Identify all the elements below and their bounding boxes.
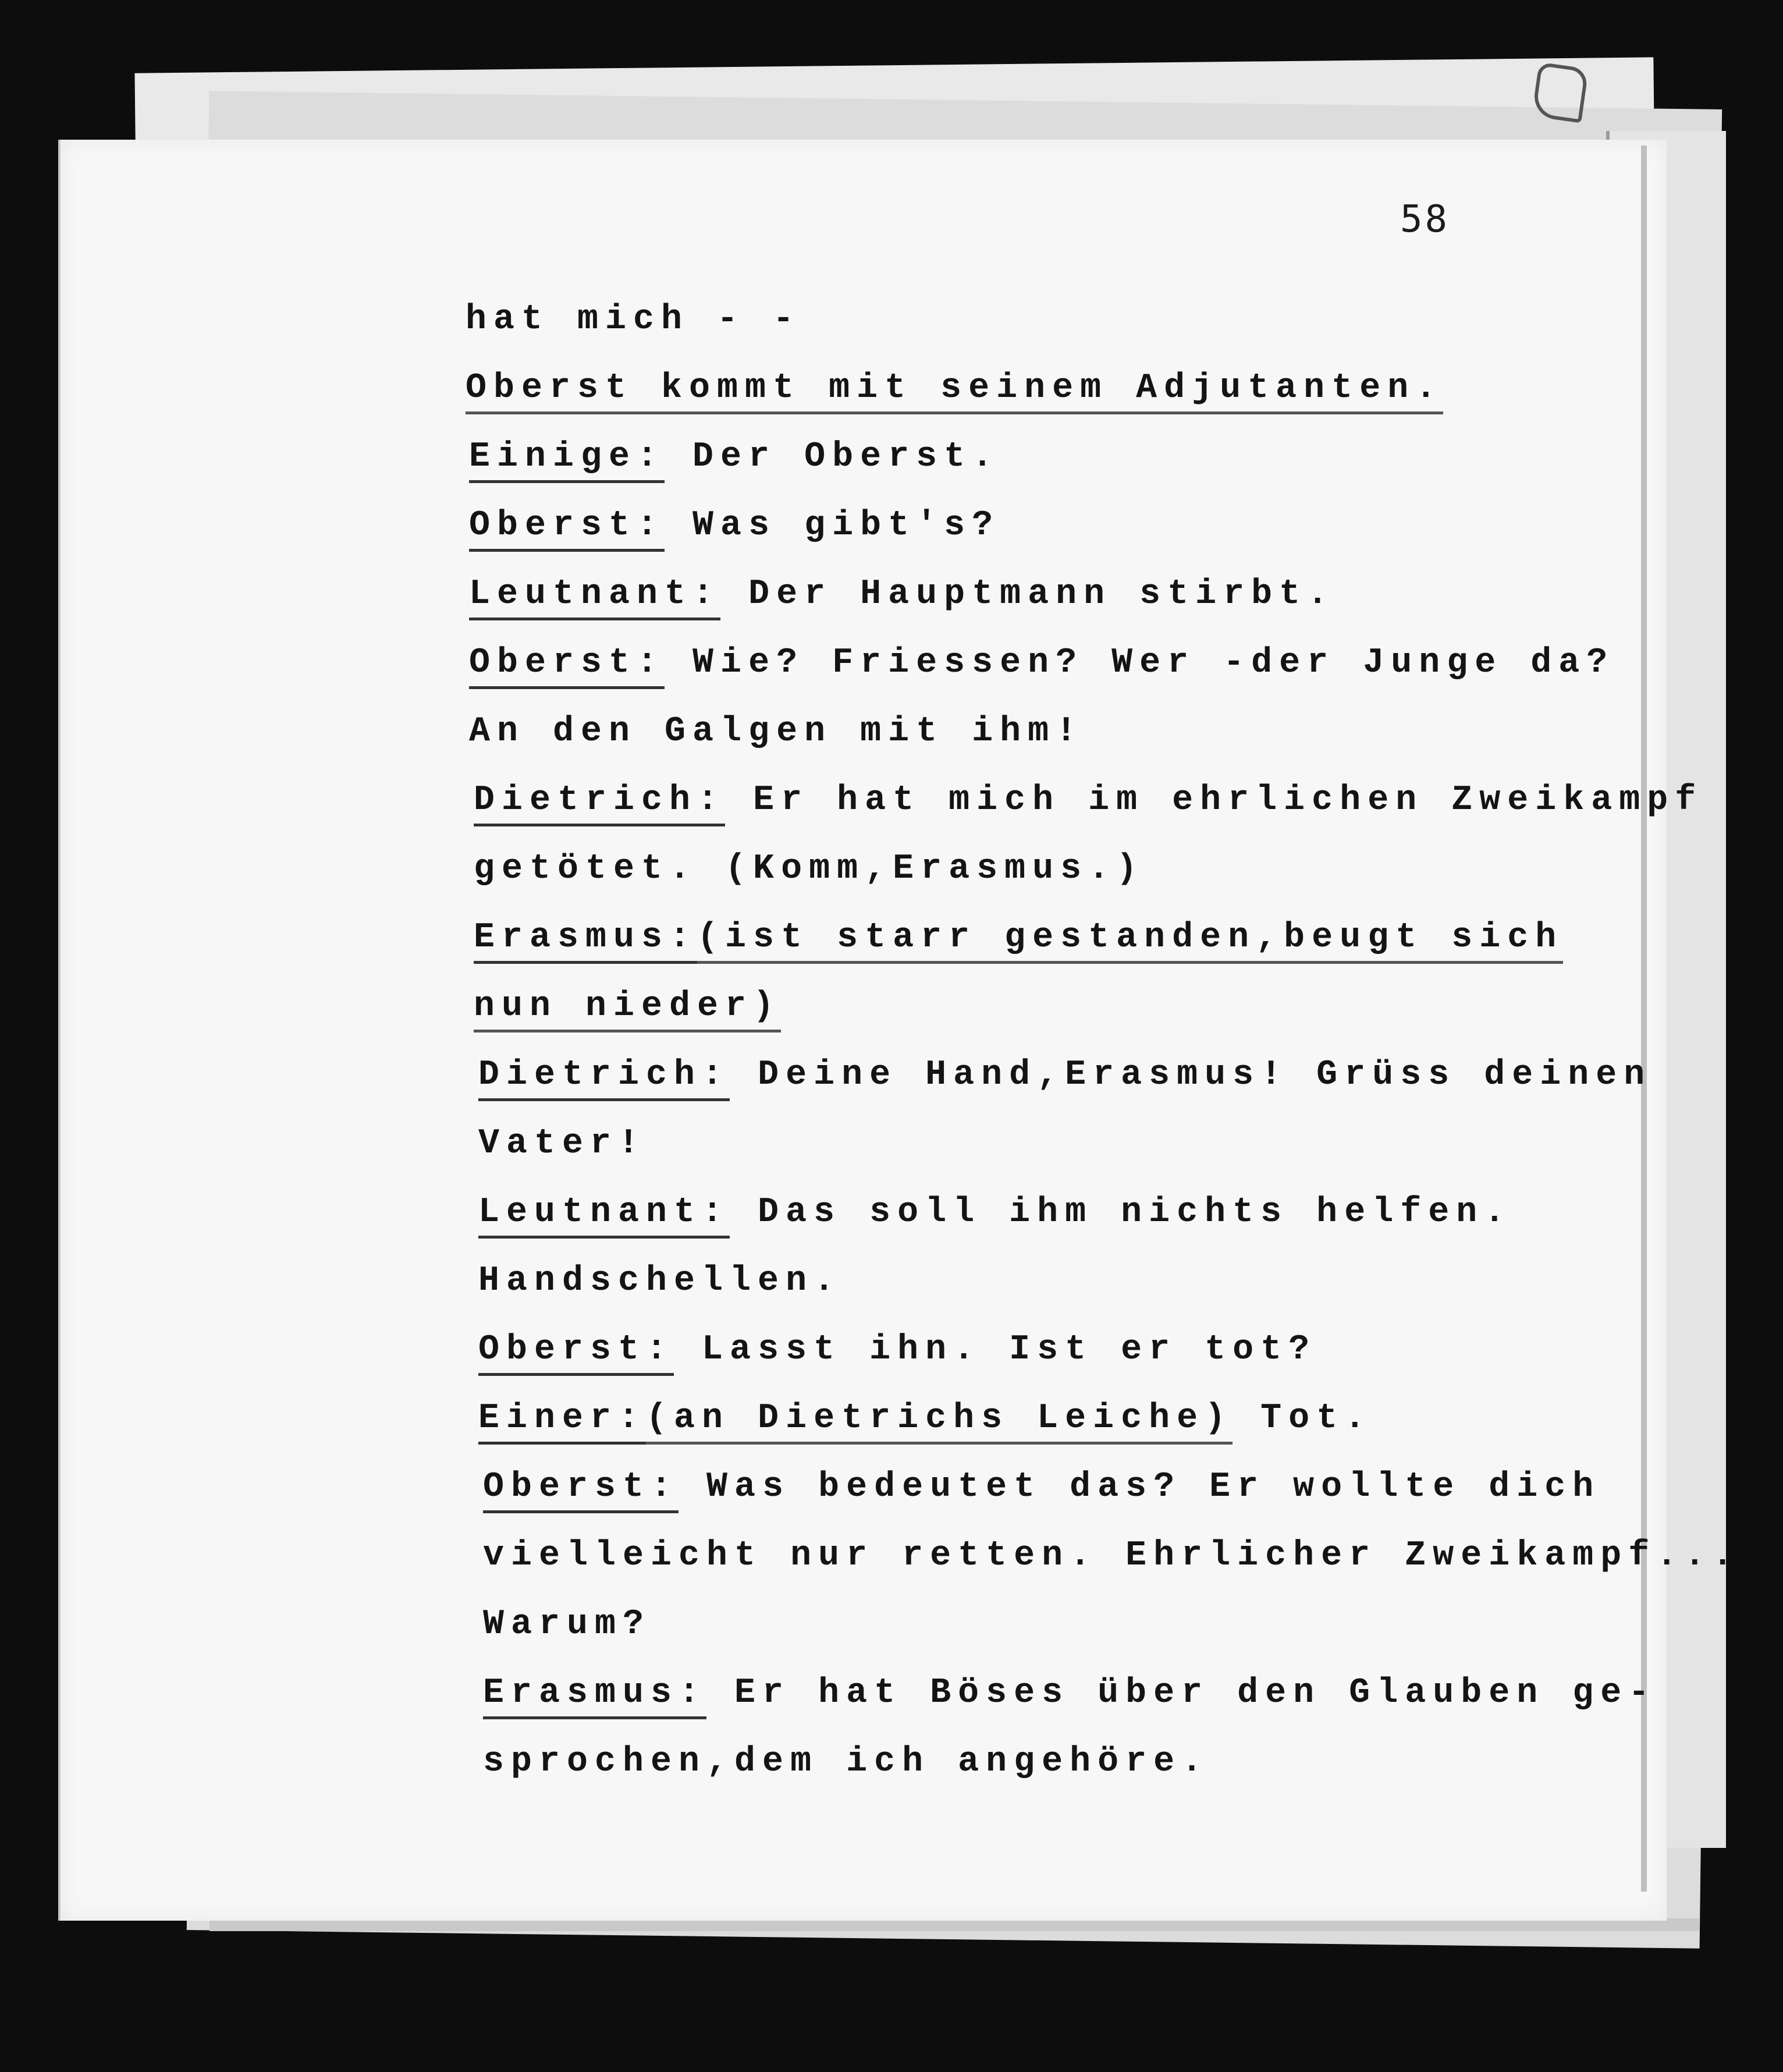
stage-direction: Oberst kommt mit seinem Adjutanten. [466,368,1443,414]
line-text: Warum? [483,1605,651,1644]
stage-direction: (ist starr gestanden,beugt sich [697,918,1563,964]
line-text: Handschellen. [478,1261,842,1301]
line-text: hat mich - - [466,300,801,339]
speaker-name: Erasmus: [483,1673,706,1719]
line-text: Was gibt's? [665,506,1000,545]
text-line [483,1659,1657,1727]
page-edge-shadow [1641,146,1647,1892]
line-text: Vater! [478,1124,647,1163]
text-line [478,1109,1571,1178]
text-line [466,354,1571,423]
speaker-name: Oberst: [483,1467,679,1513]
speaker-name: Einer: [478,1399,646,1445]
speaker-name: Oberst: [469,506,665,552]
line-text: Er hat Böses über den Glauben ge- [706,1673,1657,1713]
stage-direction: nun nieder) [474,987,781,1033]
line-text: Wie? Friessen? Wer -der Junge da? [665,643,1615,683]
text-line [478,1315,1571,1384]
text-line [469,560,1571,629]
text-line [478,1178,1571,1247]
text-line [478,1247,1571,1315]
line-text: Deine Hand,Erasmus! Grüss deinen [730,1055,1652,1095]
line-text: Der Hauptmann stirbt. [720,574,1336,614]
text-line [469,423,1571,491]
text-line [483,1453,1601,1521]
speaker-name: Leutnant: [469,574,720,620]
stage-direction: (an Dietrichs Leiche) [646,1399,1233,1445]
line-text: Lasst ihn. Ist er tot? [674,1330,1317,1369]
speaker-name: Oberst: [478,1330,674,1376]
line-text: An den Galgen mit ihm! [469,712,1084,751]
text-line [474,903,1571,972]
text-line [483,1521,1741,1590]
text-line [466,285,1571,354]
speaker-name: Oberst: [469,643,665,689]
line-text: Tot. [1233,1399,1373,1438]
line-text: getötet. (Komm,Erasmus.) [474,849,1145,889]
speaker-name: Erasmus: [474,918,697,964]
text-line [483,1727,1571,1796]
text-line [478,1384,1571,1453]
line-text: Der Oberst. [665,437,1000,477]
line-text: Was bedeutet das? Er wollte dich [679,1467,1601,1507]
text-line [478,1041,1652,1109]
line-text: vielleicht nur retten. Ehrlicher Zweikampf... [483,1536,1741,1576]
speaker-name: Dietrich: [478,1055,730,1101]
text-line [474,766,1703,835]
line-text: Das soll ihm nichts helfen. [730,1193,1512,1232]
text-line [469,629,1615,697]
page-number: 58 [1400,198,1450,241]
text-line [474,835,1571,903]
text-line [469,491,1571,560]
speaker-name: Einige: [469,437,665,483]
typescript-text [466,285,1741,1796]
text-line [469,697,1571,766]
line-text: Er hat mich im ehrlichen Zweikampf [725,780,1703,820]
text-line [474,972,1571,1041]
speaker-name: Dietrich: [474,780,725,826]
speaker-name: Leutnant: [478,1193,730,1239]
text-line [483,1590,1571,1659]
line-text: sprochen,dem ich angehöre. [483,1742,1210,1782]
